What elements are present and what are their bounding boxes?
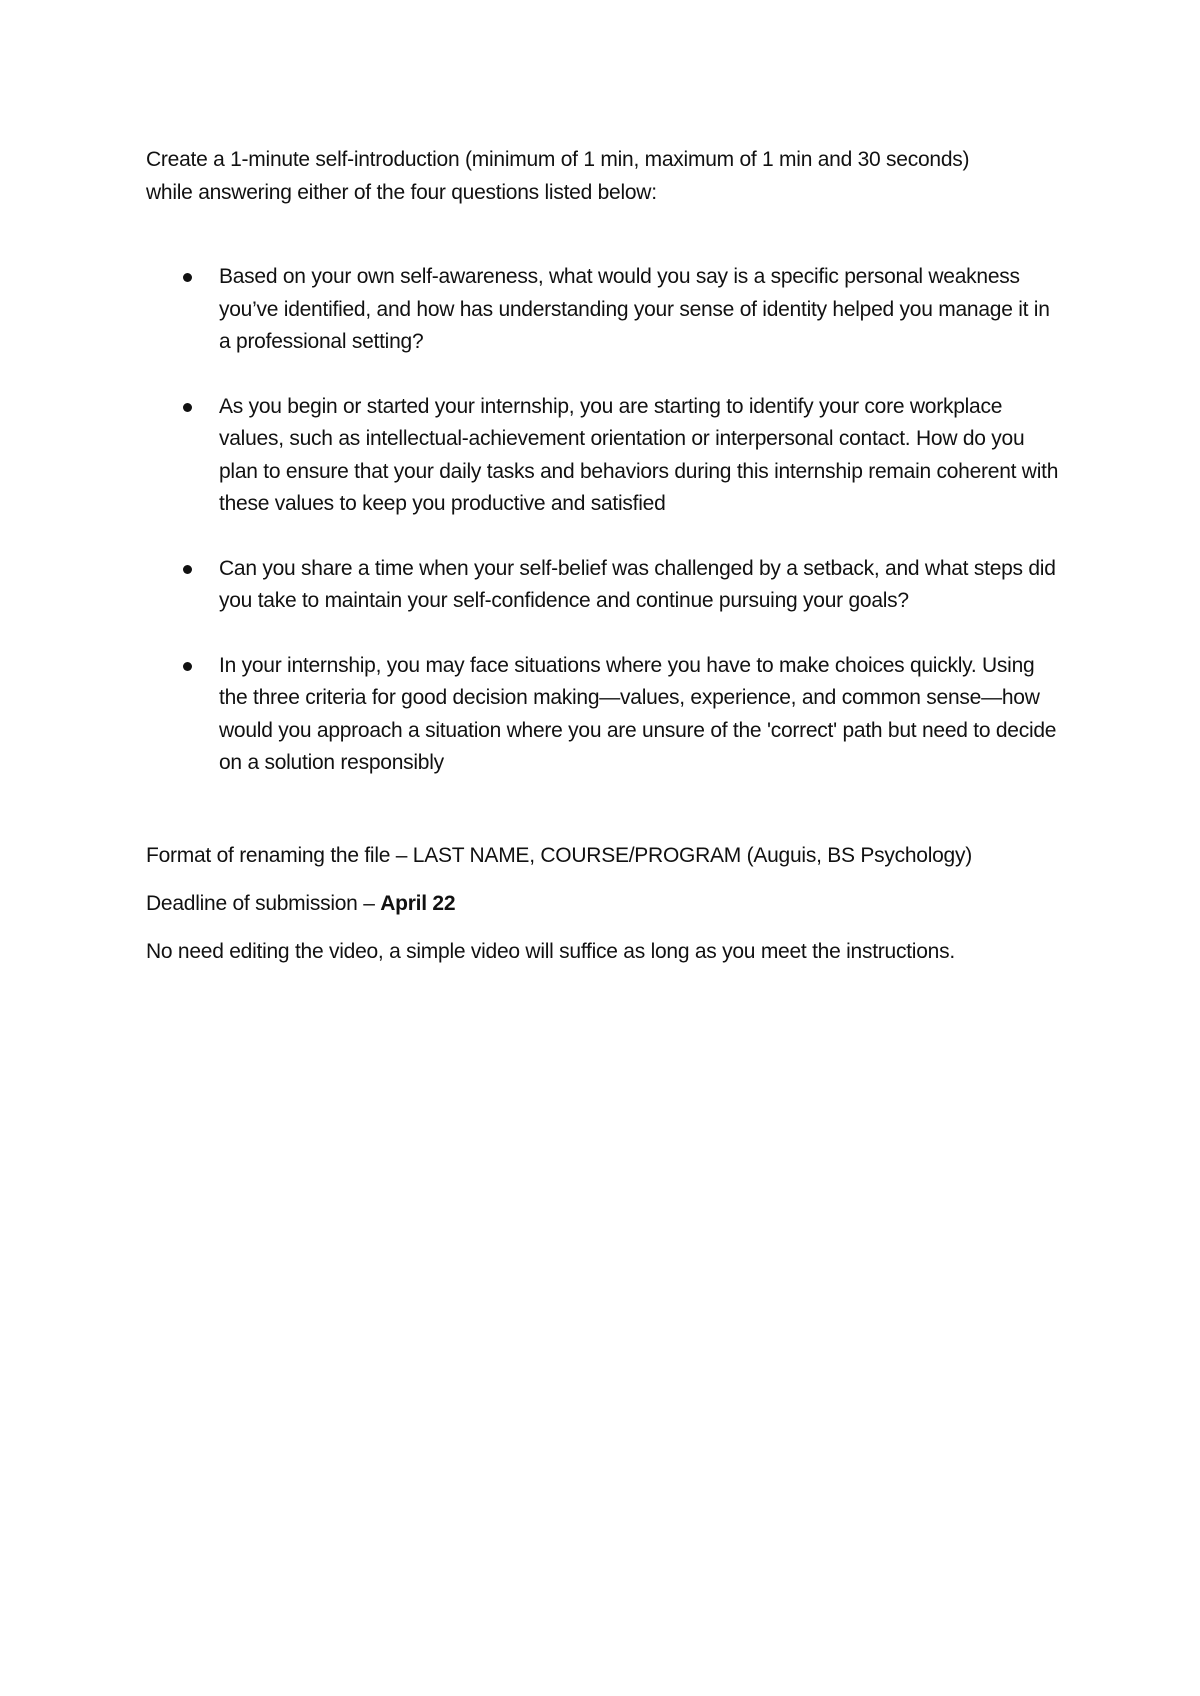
submission-info	[146, 840, 1066, 969]
document-content	[146, 144, 1066, 984]
deadline-date: April 22	[380, 891, 456, 915]
bullet-icon	[183, 403, 192, 412]
bullet-icon	[183, 273, 192, 282]
intro-paragraph	[146, 144, 1066, 209]
question-item-1	[146, 261, 1066, 359]
question-text-1: Based on your own self-awareness, what would you say is a specific personal weakness you’ve identified, and how has understanding your sense of identity helped you manage it in a professional setting?	[219, 265, 1050, 353]
question-text-2: As you begin or started your internship, you are starting to identify your core workplace values, such as intellectual-achievement orientation or interpersonal contact. How do you plan to ensure that your daily tasks and behaviors during this internship remain coherent with these values to keep you productive and satisfied	[219, 394, 1059, 515]
question-text-4: In your internship, you may face situations where you have to make choices quickly. Using the three criteria for good decision making—values, experience, and common sense—how would you approach a situation where you are unsure of the 'correct' path but need to decide on a solution responsibly	[219, 653, 1057, 774]
deadline-label: Deadline of submission –	[146, 891, 381, 915]
question-list	[146, 261, 1066, 780]
question-item-2	[146, 391, 1066, 521]
question-item-3	[146, 553, 1066, 618]
deadline-line	[146, 888, 1066, 921]
question-text-3: Can you share a time when your self-belief was challenged by a setback, and what steps did you take to maintain your self-confidence and continue pursuing your goals?	[219, 556, 1056, 612]
intro-line-2: while answering either of the four questions listed below:	[146, 180, 657, 204]
bullet-icon	[183, 662, 192, 671]
question-item-4	[146, 650, 1066, 780]
bullet-icon	[183, 565, 192, 574]
intro-line-1: Create a 1-minute self-introduction (minimum of 1 min, maximum of 1 min and 30 seconds)	[146, 148, 970, 171]
file-format-instruction: Format of renaming the file – LAST NAME, COURSE/PROGRAM (Auguis, BS Psychology)	[146, 843, 972, 867]
editing-note: No need editing the video, a simple video will suffice as long as you meet the instructions.	[146, 939, 955, 963]
